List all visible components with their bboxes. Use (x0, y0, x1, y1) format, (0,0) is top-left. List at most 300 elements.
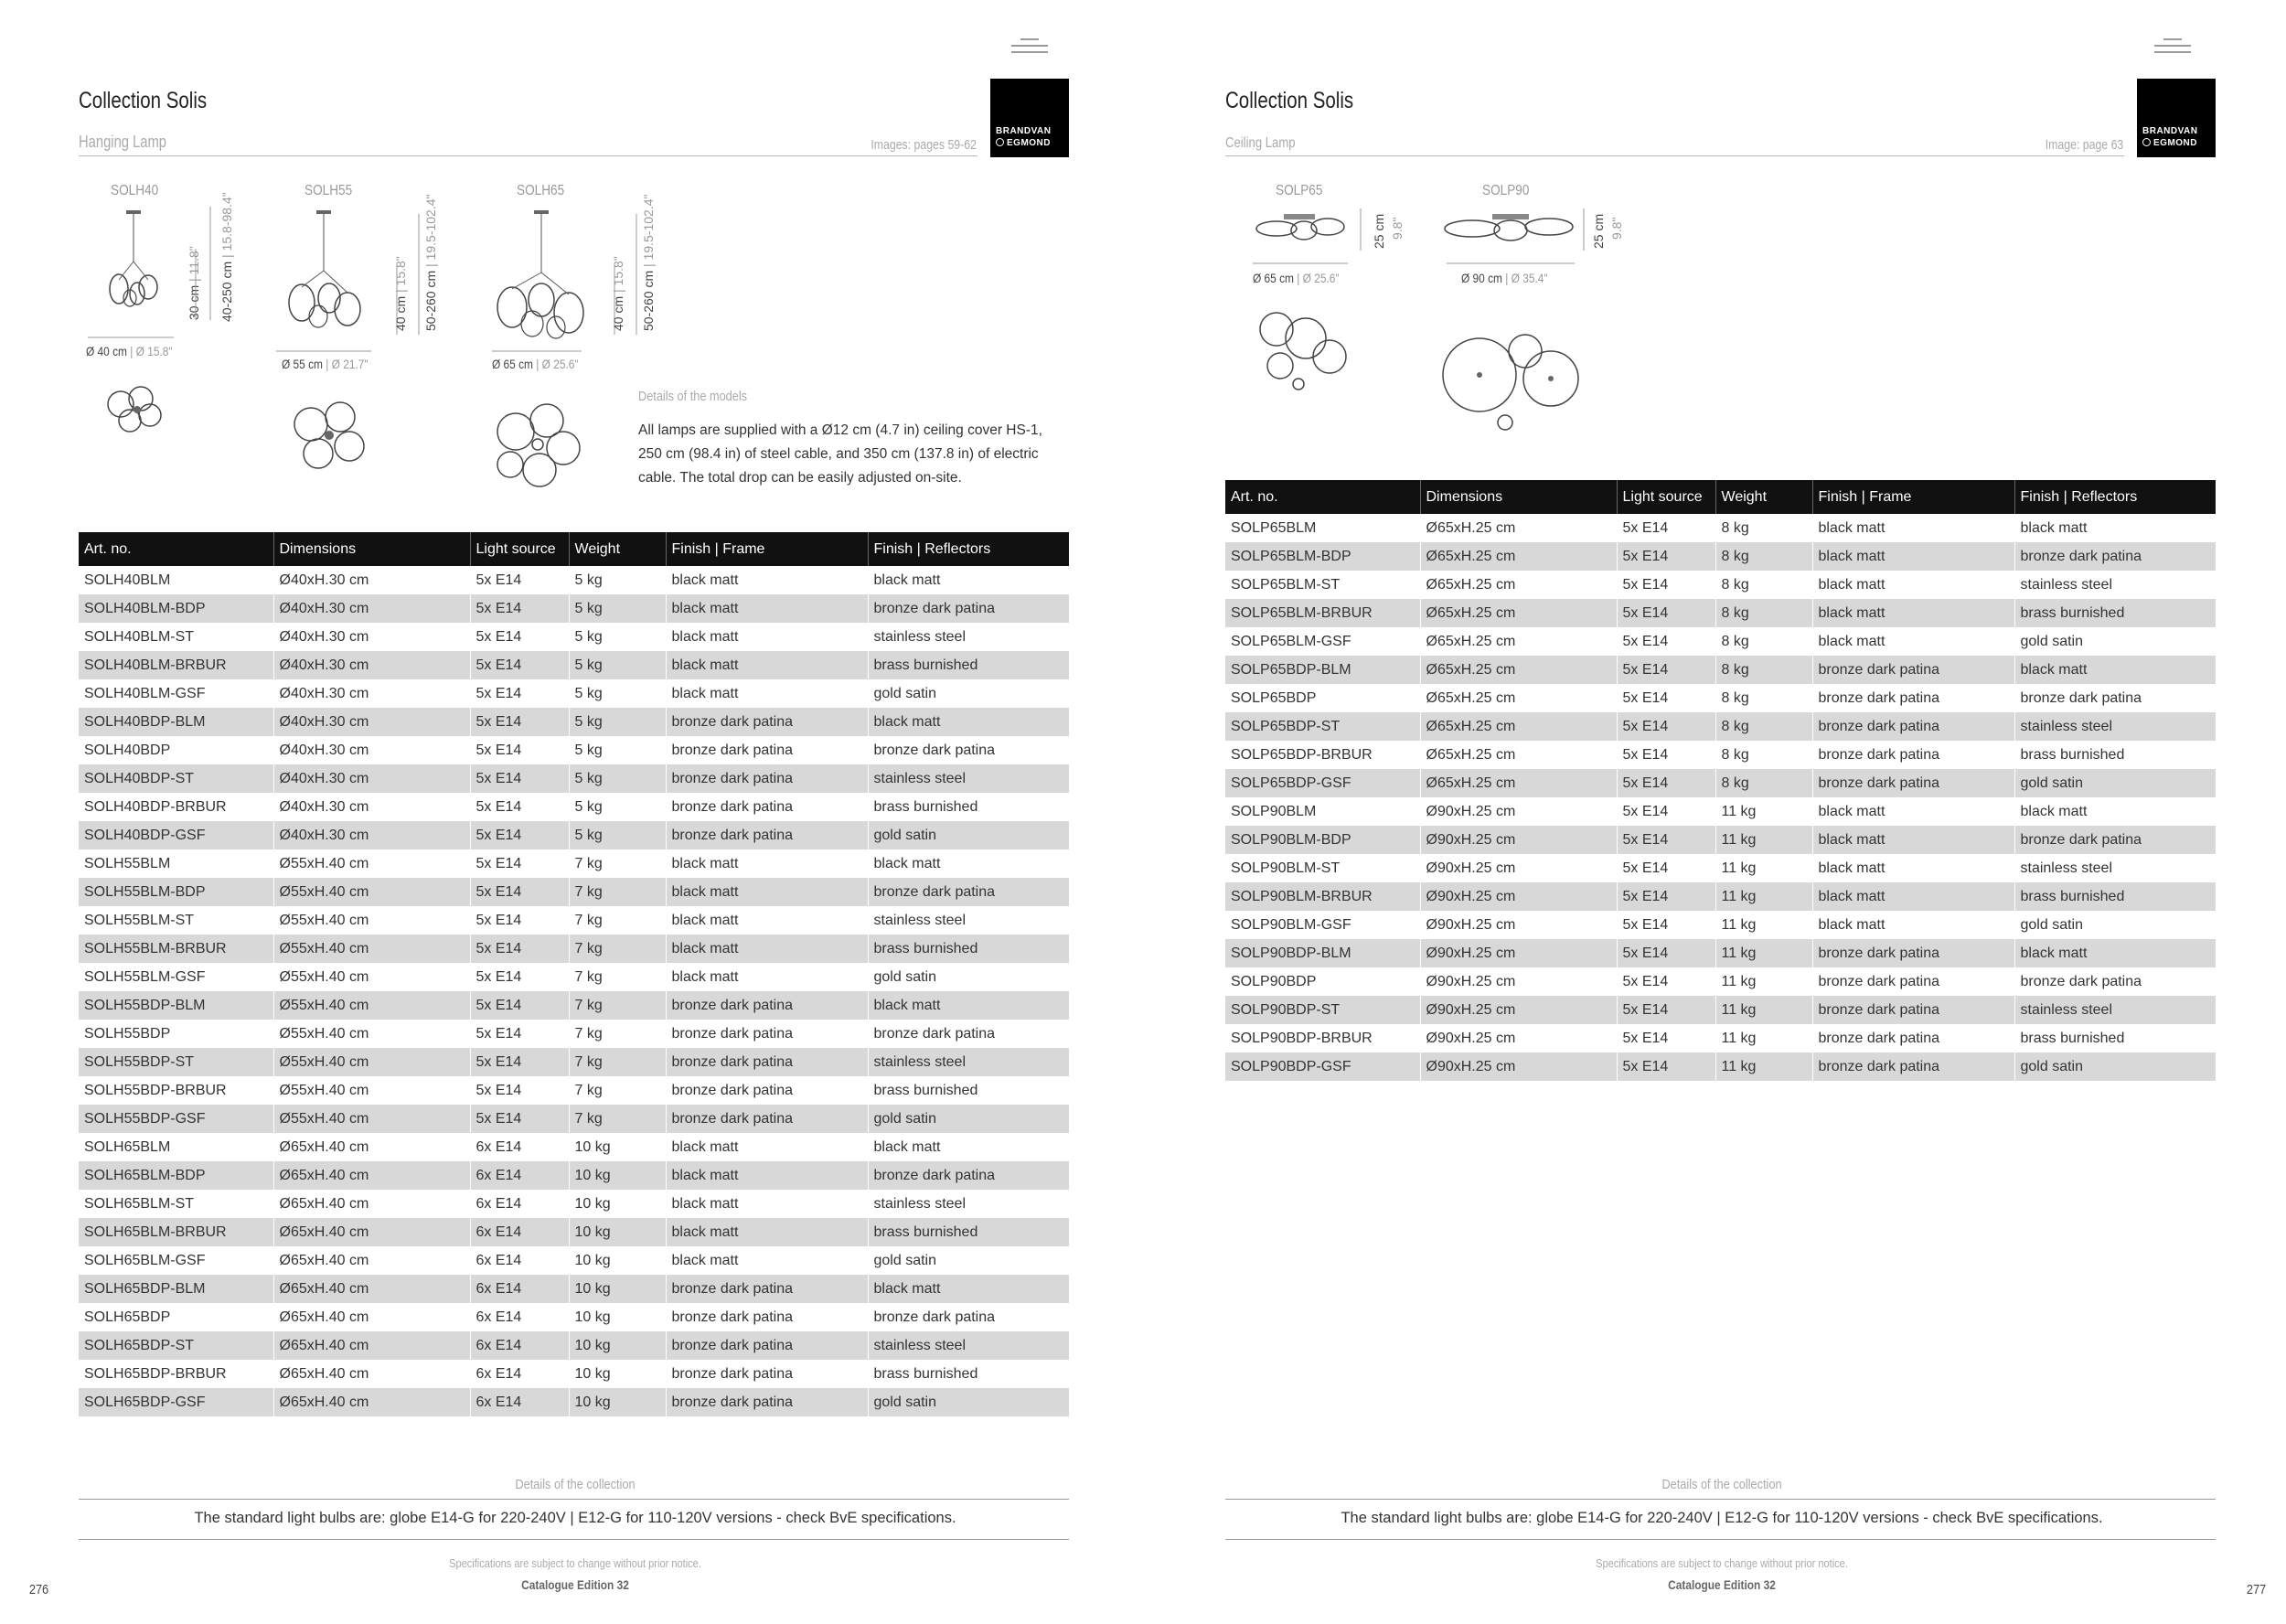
cell-dimensions: Ø65xH.40 cm (273, 1133, 470, 1161)
table-row[interactable] (79, 736, 1069, 764)
cell-finish-frame: bronze dark patina (1812, 684, 2014, 712)
cell-dimensions: Ø65xH.40 cm (273, 1190, 470, 1218)
cell-light-source: 5x E14 (470, 679, 569, 708)
cell-art-no: SOLH65BLM (84, 1138, 171, 1155)
solh65-height-in: 15.8" (611, 256, 625, 286)
spec-disclaimer: Specifications are subject to change without prior notice. (449, 1556, 701, 1570)
cell-finish-reflectors: gold satin (868, 1105, 1069, 1133)
solh55-diameter-in: Ø 21.7" (331, 357, 369, 371)
cell-art-no: SOLH40BLM (84, 572, 171, 588)
cell-weight: 8 kg (1715, 571, 1812, 599)
hanging-lamp-spec-table (79, 532, 1069, 1416)
cell-dimensions: Ø55xH.40 cm (273, 906, 470, 935)
cell-weight: 7 kg (569, 935, 666, 963)
table-row[interactable] (79, 821, 1069, 849)
table-row[interactable] (1225, 939, 2216, 967)
cell-art-no: SOLP90BLM-BDP (1225, 826, 1420, 854)
table-row[interactable] (1225, 882, 2216, 911)
cell-finish-frame: bronze dark patina (666, 1303, 868, 1331)
cell-finish-frame: black matt (1812, 826, 2014, 854)
cell-light-source: 6x E14 (470, 1388, 569, 1416)
table-row[interactable] (79, 1190, 1069, 1218)
col-header-finish-reflectors[interactable]: Finish | Reflectors (2014, 480, 2216, 514)
solh40-top-drawing (101, 380, 174, 437)
table-row[interactable] (1225, 1052, 2216, 1081)
cell-weight: 11 kg (1715, 854, 1812, 882)
cell-finish-reflectors: stainless steel (2014, 712, 2216, 741)
collection-details-label: Details of the collection (1661, 1477, 1782, 1492)
model-label-solp65: SOLP65 (1276, 183, 1323, 198)
cell-finish-reflectors: black matt (2014, 656, 2216, 684)
cell-dimensions: Ø65xH.25 cm (1420, 571, 1617, 599)
cell-weight: 7 kg (569, 1048, 666, 1076)
cell-finish-frame: bronze dark patina (666, 1076, 868, 1105)
table-row[interactable] (79, 1161, 1069, 1190)
table-row[interactable] (1225, 599, 2216, 627)
cell-weight: 7 kg (569, 1020, 666, 1048)
table-row[interactable] (1225, 996, 2216, 1024)
solh40-diameter-cm: Ø 40 cm (86, 344, 127, 358)
cell-light-source: 5x E14 (470, 991, 569, 1020)
cell-finish-frame: bronze dark patina (666, 1105, 868, 1133)
title-divider (79, 155, 977, 156)
cell-finish-reflectors: brass burnished (2014, 599, 2216, 627)
cell-light-source: 5x E14 (470, 764, 569, 793)
cell-light-source: 6x E14 (470, 1161, 569, 1190)
cell-finish-frame: bronze dark patina (1812, 656, 2014, 684)
col-header-dimensions[interactable]: Dimensions (273, 532, 470, 566)
cell-finish-frame: bronze dark patina (1812, 967, 2014, 996)
cell-weight: 10 kg (569, 1133, 666, 1161)
cell-finish-frame: bronze dark patina (666, 1388, 868, 1416)
model-label-solp90: SOLP90 (1482, 183, 1530, 198)
table-row[interactable] (79, 1388, 1069, 1416)
cell-art-no: SOLH55BDP-ST (79, 1048, 273, 1076)
solh65-diameter-in: Ø 25.6" (541, 357, 579, 371)
solp90-height-cm: 25 cm (1591, 213, 1606, 249)
table-row[interactable] (1225, 826, 2216, 854)
cell-finish-reflectors: gold satin (868, 1246, 1069, 1275)
solp90-diameter: Ø 90 cm | Ø 35.4" (1461, 271, 1548, 285)
table-row[interactable] (1225, 684, 2216, 712)
cell-light-source: 5x E14 (470, 566, 569, 594)
table-row[interactable] (79, 878, 1069, 906)
cell-finish-reflectors: stainless steel (2014, 996, 2216, 1024)
collection-subtitle: Hanging Lamp (79, 133, 167, 151)
cell-art-no: SOLP65BLM-ST (1231, 576, 1341, 593)
cell-dimensions: Ø65xH.40 cm (273, 1360, 470, 1388)
menu-icon[interactable] (1011, 38, 1048, 57)
cell-art-no: SOLH40BDP-ST (79, 764, 273, 793)
cell-art-no: SOLH65BDP (84, 1309, 171, 1325)
solp65-height-in-wrap (1390, 218, 1405, 240)
cell-finish-reflectors: black matt (868, 991, 1069, 1020)
cell-weight: 8 kg (1715, 599, 1812, 627)
table-row[interactable] (79, 1246, 1069, 1275)
cell-finish-reflectors: gold satin (2014, 1052, 2216, 1081)
table-row[interactable] (79, 1303, 1069, 1331)
table-row[interactable] (1225, 769, 2216, 797)
solh55-side-drawing (274, 207, 384, 344)
cell-weight: 5 kg (569, 679, 666, 708)
collection-details-label: Details of the collection (515, 1477, 636, 1492)
cell-finish-reflectors: stainless steel (868, 906, 1069, 935)
cell-finish-frame: black matt (666, 623, 868, 651)
cell-finish-reflectors: brass burnished (868, 1360, 1069, 1388)
cell-finish-reflectors: bronze dark patina (2014, 684, 2216, 712)
collection-details-text: The standard light bulbs are: globe E14-G for 220-240V | E12-G for 110-120V versions - check BvE specifications. (194, 1510, 956, 1526)
cell-art-no: SOLH55BLM-BDP (79, 878, 273, 906)
cell-finish-frame: black matt (1812, 911, 2014, 939)
cell-finish-reflectors: black matt (868, 566, 1069, 594)
table-row[interactable] (79, 1076, 1069, 1105)
table-row[interactable] (1225, 712, 2216, 741)
solh40-drop-cm: 40-250 cm (219, 261, 234, 322)
solh55-top-drawing (285, 397, 373, 475)
solh40-drop-in: 15.8-98.4" (219, 192, 234, 251)
collection-subtitle: Ceiling Lamp (1225, 135, 1296, 151)
table-row[interactable] (1225, 911, 2216, 939)
table-row[interactable] (79, 1105, 1069, 1133)
cell-dimensions: Ø55xH.40 cm (273, 935, 470, 963)
cell-art-no: SOLP90BLM (1231, 803, 1317, 819)
cell-finish-reflectors: brass burnished (868, 935, 1069, 963)
table-row[interactable] (79, 793, 1069, 821)
col-header-art-no[interactable]: Art. no. (79, 532, 273, 566)
col-header-weight[interactable]: Weight (569, 532, 666, 566)
details-models-label: Details of the models (638, 389, 748, 404)
cell-art-no: SOLP65BDP-GSF (1225, 769, 1420, 797)
cell-dimensions: Ø65xH.25 cm (1420, 627, 1617, 656)
cell-finish-frame: black matt (666, 849, 868, 878)
table-row[interactable] (79, 991, 1069, 1020)
cell-art-no: SOLP90BDP-BLM (1225, 939, 1420, 967)
brand-logo (2137, 79, 2216, 157)
cell-art-no: SOLP65BLM-GSF (1231, 633, 1351, 649)
cell-finish-frame: black matt (1812, 627, 2014, 656)
cell-light-source: 5x E14 (1617, 712, 1715, 741)
cell-art-no: SOLH65BLM-GSF (84, 1252, 206, 1268)
cell-finish-frame: bronze dark patina (666, 708, 868, 736)
col-header-weight[interactable]: Weight (1715, 480, 1812, 514)
cell-finish-reflectors: gold satin (2014, 769, 2216, 797)
solh55-diameter: Ø 55 cm | Ø 21.7" (282, 357, 369, 371)
cell-light-source: 5x E14 (1617, 797, 1715, 826)
solh65-side-drawing (485, 207, 604, 353)
cell-light-source: 5x E14 (1617, 996, 1715, 1024)
table-row[interactable] (1225, 797, 2216, 826)
cell-light-source: 5x E14 (470, 821, 569, 849)
cell-art-no: SOLH65BDP-BRBUR (84, 1365, 227, 1382)
cell-dimensions: Ø90xH.25 cm (1420, 854, 1617, 882)
cell-dimensions: Ø55xH.40 cm (273, 1020, 470, 1048)
cell-weight: 7 kg (569, 991, 666, 1020)
solp90-top-drawing (1441, 333, 1587, 443)
table-row[interactable] (1225, 571, 2216, 599)
table-row[interactable] (79, 623, 1069, 651)
cell-weight: 8 kg (1715, 656, 1812, 684)
cell-weight: 11 kg (1715, 826, 1812, 854)
table-body (79, 566, 1069, 1416)
col-header-dimensions[interactable]: Dimensions (1420, 480, 1617, 514)
cell-dimensions: Ø90xH.25 cm (1420, 826, 1617, 854)
table-row[interactable] (1225, 741, 2216, 769)
cell-art-no: SOLP90BLM-BRBUR (1225, 882, 1420, 911)
cell-finish-frame: bronze dark patina (666, 1048, 868, 1076)
cell-finish-reflectors: stainless steel (2014, 854, 2216, 882)
cell-art-no: SOLH55BDP-BLM (79, 991, 273, 1020)
solp90-diameter-in: Ø 35.4" (1511, 271, 1548, 285)
cell-finish-reflectors: bronze dark patina (2014, 826, 2216, 854)
cell-weight: 7 kg (569, 849, 666, 878)
page-number: 276 (28, 1582, 49, 1597)
table-body (1225, 514, 2216, 1081)
cell-light-source: 5x E14 (470, 935, 569, 963)
solh65-diameter: Ø 65 cm | Ø 25.6" (492, 357, 579, 371)
table-row[interactable] (79, 1133, 1069, 1161)
cell-dimensions: Ø55xH.40 cm (273, 1048, 470, 1076)
cell-weight: 8 kg (1715, 684, 1812, 712)
cell-finish-frame: black matt (666, 1218, 868, 1246)
cell-art-no: SOLP90BDP-ST (1225, 996, 1420, 1024)
cell-light-source: 6x E14 (470, 1275, 569, 1303)
cell-finish-frame: black matt (1812, 514, 2014, 542)
cell-weight: 11 kg (1715, 797, 1812, 826)
cell-dimensions: Ø65xH.40 cm (273, 1161, 470, 1190)
cell-dimensions: Ø65xH.25 cm (1420, 656, 1617, 684)
col-header-finish-reflectors[interactable]: Finish | Reflectors (868, 532, 1069, 566)
cell-finish-reflectors: bronze dark patina (868, 1303, 1069, 1331)
solp65-top-drawing (1253, 307, 1353, 395)
cell-art-no: SOLH55BDP (84, 1025, 171, 1042)
cell-weight: 8 kg (1715, 542, 1812, 571)
table-header-row (79, 532, 1069, 566)
cell-finish-frame: black matt (666, 594, 868, 623)
table-row[interactable] (79, 764, 1069, 793)
cell-light-source: 5x E14 (470, 1020, 569, 1048)
table-row[interactable] (79, 1020, 1069, 1048)
cell-light-source: 5x E14 (1617, 656, 1715, 684)
table-row[interactable] (1225, 1024, 2216, 1052)
table-row[interactable] (79, 679, 1069, 708)
cell-finish-frame: bronze dark patina (1812, 939, 2014, 967)
cell-art-no: SOLH55BLM-BRBUR (79, 935, 273, 963)
cell-art-no: SOLH55BLM (84, 855, 171, 871)
cell-art-no: SOLH55BDP-GSF (79, 1105, 273, 1133)
solh65-height: 40 cm | 15.8" (611, 256, 625, 331)
cell-light-source: 5x E14 (1617, 882, 1715, 911)
cell-weight: 10 kg (569, 1190, 666, 1218)
solh65-drop: 50-260 cm | 19.5-102.4" (641, 194, 656, 331)
table-row[interactable] (1225, 627, 2216, 656)
cell-dimensions: Ø65xH.40 cm (273, 1388, 470, 1416)
table-row[interactable] (1225, 967, 2216, 996)
cell-art-no: SOLH40BLM-BDP (79, 594, 273, 623)
cell-light-source: 5x E14 (470, 1105, 569, 1133)
cell-finish-reflectors: stainless steel (868, 1331, 1069, 1360)
cell-art-no: SOLP90BLM-GSF (1231, 916, 1351, 933)
cell-dimensions: Ø65xH.25 cm (1420, 542, 1617, 571)
cell-art-no: SOLH55BLM-ST (84, 912, 195, 928)
cell-finish-reflectors: stainless steel (2014, 571, 2216, 599)
cell-art-no: SOLP90BLM-ST (1231, 860, 1341, 876)
solh65-drop-cm: 50-260 cm (641, 270, 656, 331)
table-row[interactable] (79, 594, 1069, 623)
table-row[interactable] (79, 708, 1069, 736)
cell-art-no: SOLH40BDP-BLM (79, 708, 273, 736)
cell-finish-frame: black matt (666, 1161, 868, 1190)
solh55-drop-in: 19.5-102.4" (423, 194, 438, 261)
cell-light-source: 5x E14 (1617, 769, 1715, 797)
cell-finish-reflectors: black matt (868, 1275, 1069, 1303)
solp65-width-line (1251, 260, 1351, 267)
cell-finish-reflectors: black matt (2014, 939, 2216, 967)
table-row[interactable] (79, 1331, 1069, 1360)
cell-weight: 5 kg (569, 651, 666, 679)
cell-light-source: 5x E14 (1617, 854, 1715, 882)
col-header-finish-frame[interactable]: Finish | Frame (1812, 480, 2014, 514)
cell-light-source: 5x E14 (1617, 514, 1715, 542)
cell-finish-frame: bronze dark patina (666, 821, 868, 849)
table-row[interactable] (79, 566, 1069, 594)
table-row[interactable] (79, 906, 1069, 935)
cell-dimensions: Ø55xH.40 cm (273, 1076, 470, 1105)
cell-art-no: SOLH55BLM-GSF (84, 968, 206, 985)
cell-weight: 5 kg (569, 793, 666, 821)
cell-dimensions: Ø65xH.25 cm (1420, 741, 1617, 769)
menu-icon[interactable] (2154, 38, 2191, 57)
table-row[interactable] (79, 935, 1069, 963)
cell-art-no: SOLP65BDP-ST (1225, 712, 1420, 741)
cell-weight: 10 kg (569, 1331, 666, 1360)
cell-art-no: SOLH65BDP-BLM (79, 1275, 273, 1303)
cell-finish-reflectors: bronze dark patina (868, 736, 1069, 764)
cell-finish-frame: black matt (666, 878, 868, 906)
col-header-light-source[interactable]: Light source (470, 532, 569, 566)
solp90-height-in-wrap (1609, 218, 1624, 240)
cell-finish-frame: bronze dark patina (666, 1331, 868, 1360)
table-row[interactable] (79, 651, 1069, 679)
solh65-width-line (490, 347, 585, 355)
col-header-art-no[interactable]: Art. no. (1225, 480, 1420, 514)
cell-light-source: 6x E14 (470, 1190, 569, 1218)
cell-dimensions: Ø40xH.30 cm (273, 736, 470, 764)
table-row[interactable] (79, 849, 1069, 878)
cell-light-source: 5x E14 (470, 849, 569, 878)
solp90-dim-line (1578, 207, 1589, 252)
solh40-height-in: 11.8" (187, 246, 201, 275)
cell-dimensions: Ø90xH.25 cm (1420, 797, 1617, 826)
table-row[interactable] (79, 1360, 1069, 1388)
table-row[interactable] (79, 1048, 1069, 1076)
cell-finish-frame: black matt (1812, 542, 2014, 571)
cell-finish-reflectors: bronze dark patina (2014, 542, 2216, 571)
solh55-drop: 50-260 cm | 19.5-102.4" (423, 194, 438, 331)
cell-light-source: 6x E14 (470, 1360, 569, 1388)
cell-dimensions: Ø65xH.25 cm (1420, 712, 1617, 741)
model-label-solh40: SOLH40 (111, 183, 159, 198)
cell-art-no: SOLH65BLM-BRBUR (79, 1218, 273, 1246)
solp90-side-drawing (1441, 208, 1578, 252)
table-row[interactable] (1225, 656, 2216, 684)
solh65-diameter-cm: Ø 65 cm (492, 357, 533, 371)
cell-light-source: 5x E14 (1617, 599, 1715, 627)
footer-rule-top (79, 1499, 1069, 1500)
cell-finish-frame: bronze dark patina (1812, 741, 2014, 769)
cell-light-source: 5x E14 (1617, 741, 1715, 769)
cell-finish-frame: bronze dark patina (666, 1360, 868, 1388)
model-label-solh65: SOLH65 (517, 183, 565, 198)
table-row[interactable] (79, 963, 1069, 991)
cell-weight: 7 kg (569, 1076, 666, 1105)
cell-dimensions: Ø65xH.25 cm (1420, 599, 1617, 627)
cell-finish-reflectors: gold satin (2014, 627, 2216, 656)
cell-weight: 5 kg (569, 736, 666, 764)
col-header-finish-frame[interactable]: Finish | Frame (666, 532, 868, 566)
cell-weight: 8 kg (1715, 741, 1812, 769)
solh65-height-cm: 40 cm (611, 295, 625, 331)
cell-finish-frame: bronze dark patina (1812, 1024, 2014, 1052)
cell-dimensions: Ø65xH.25 cm (1420, 684, 1617, 712)
cell-finish-frame: bronze dark patina (666, 736, 868, 764)
cell-weight: 5 kg (569, 708, 666, 736)
cell-art-no: SOLH65BLM-ST (84, 1195, 195, 1212)
cell-weight: 10 kg (569, 1161, 666, 1190)
cell-finish-reflectors: bronze dark patina (868, 878, 1069, 906)
model-label-solh55: SOLH55 (304, 183, 353, 198)
solp65-height (1372, 214, 1386, 249)
solp90-diameter-cm: Ø 90 cm (1461, 271, 1502, 285)
table-row[interactable] (79, 1275, 1069, 1303)
cell-finish-reflectors: bronze dark patina (868, 1020, 1069, 1048)
cell-light-source: 5x E14 (470, 963, 569, 991)
col-header-light-source[interactable]: Light source (1617, 480, 1715, 514)
cell-finish-frame: black matt (666, 566, 868, 594)
solh55-height-cm: 40 cm (393, 295, 408, 331)
table-row[interactable] (1225, 514, 2216, 542)
cell-finish-frame: bronze dark patina (1812, 1052, 2014, 1081)
table-row[interactable] (1225, 854, 2216, 882)
cell-dimensions: Ø55xH.40 cm (273, 878, 470, 906)
cell-finish-reflectors: bronze dark patina (2014, 967, 2216, 996)
cell-light-source: 6x E14 (470, 1303, 569, 1331)
cell-finish-reflectors: brass burnished (2014, 1024, 2216, 1052)
cell-finish-reflectors: bronze dark patina (868, 594, 1069, 623)
solp90-height-in: 9.8" (1609, 217, 1624, 240)
solp65-diameter-in: Ø 25.6" (1302, 271, 1340, 285)
cell-light-source: 5x E14 (470, 1076, 569, 1105)
cell-weight: 10 kg (569, 1246, 666, 1275)
cell-weight: 10 kg (569, 1388, 666, 1416)
cell-light-source: 5x E14 (470, 793, 569, 821)
cell-weight: 10 kg (569, 1360, 666, 1388)
cell-finish-reflectors: brass burnished (2014, 882, 2216, 911)
cell-light-source: 5x E14 (1617, 627, 1715, 656)
logo-line-2-text: EGMOND (1007, 138, 1051, 148)
solh40-drop: 40-250 cm | 15.8-98.4" (219, 192, 234, 322)
images-reference[interactable]: Image: page 63 (2045, 137, 2123, 153)
table-row[interactable] (79, 1218, 1069, 1246)
table-row[interactable] (1225, 542, 2216, 571)
logo-line-1: BRANDVAN (2142, 126, 2198, 136)
solp65-dim-line (1355, 207, 1366, 252)
details-models-text: All lamps are supplied with a Ø12 cm (4.7 in) ceiling cover HS-1, 250 cm (98.4 in) of steel cable, and 350 cm (137.8 in) of electric cable. The total drop can be easily adjusted on-site. (638, 422, 1042, 486)
spec-disclaimer: Specifications are subject to change without prior notice. (1596, 1556, 1848, 1570)
cell-weight: 5 kg (569, 623, 666, 651)
cell-dimensions: Ø40xH.30 cm (273, 708, 470, 736)
images-reference[interactable]: Images: pages 59-62 (871, 137, 977, 153)
cell-dimensions: Ø40xH.30 cm (273, 651, 470, 679)
